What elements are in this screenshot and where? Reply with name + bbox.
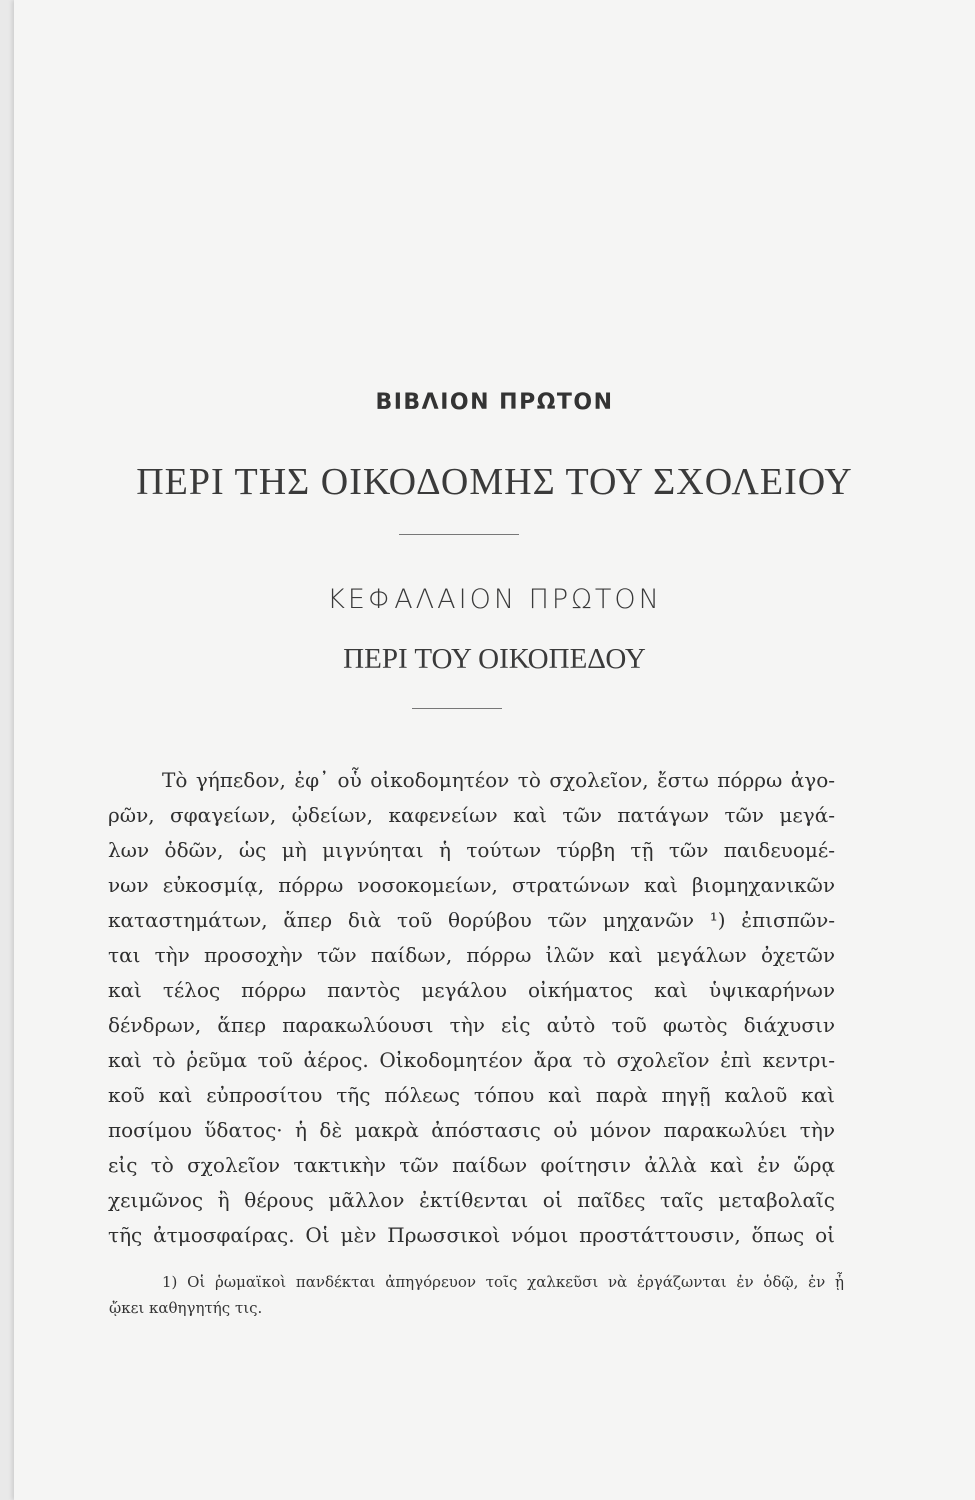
chapter-title: ΚΕΦΑΛΑΙΟΝ ΠΡΩΤΟΝ: [327, 584, 662, 615]
body-line: ποσίμου ὕδατος· ἡ δὲ μακρὰ ἀπόστασις οὐ μόνον παρακωλύει τὴν: [108, 1118, 835, 1142]
footnote-line: ᾤκει καθηγητής τις.: [109, 1299, 263, 1317]
footnote-line: 1) Οἱ ῥωμαϊκοὶ πανδέκται ἀπηγόρευον τοῖς χαλκεῦσι νὰ ἐργάζωνται ἐν ὁδῷ, ἐν ᾗ: [162, 1273, 844, 1291]
section-title: ΠΕΡΙ ΤΟΥ ΟΙΚΟΠΕΔΟΥ: [343, 643, 646, 675]
body-line: ται τὴν προσοχὴν τῶν παίδων, πόρρω ἰλῶν καὶ μεγάλων ὀχετῶν: [108, 943, 835, 967]
body-line: Τὸ γήπεδον, ἐφ᾽ οὗ οἰκοδομητέον τὸ σχολεῖον, ἔστω πόρρω ἀγο-: [162, 768, 835, 792]
body-line: χειμῶνος ἢ θέρους μᾶλλον ἐκτίθενται οἱ παῖδες ταῖς μεταβολαῖς: [108, 1188, 835, 1212]
body-line: ρῶν, σφαγείων, ᾠδείων, καφενείων καὶ τῶν πατάγων τῶν μεγά-: [108, 803, 835, 827]
title-divider: [399, 534, 519, 535]
body-line: λων ὁδῶν, ὡς μὴ μιγνύηται ἡ τούτων τύρβη τῇ τῶν παιδευομέ-: [108, 838, 835, 862]
body-line: καὶ τὸ ῥεῦμα τοῦ ἀέρος. Οἰκοδομητέον ἄρα τὸ σχολεῖον ἐπὶ κεντρι-: [108, 1048, 835, 1072]
body-line: τῆς ἀτμοσφαίρας. Οἱ μὲν Πρωσσικοὶ νόμοι προστάττουσιν, ὅπως οἱ: [108, 1223, 835, 1247]
book-title: ΒΙΒΛΙΟΝ ΠΡΩΤΟΝ: [375, 390, 614, 415]
body-line: δένδρων, ἅπερ παρακωλύουσι τὴν εἰς αὐτὸ τοῦ φωτὸς διάχυσιν: [108, 1013, 835, 1037]
book-page: [14, 0, 975, 1500]
body-line: κοῦ καὶ εὐπροσίτου τῆς πόλεως τόπου καὶ παρὰ πηγῇ καλοῦ καὶ: [108, 1083, 835, 1107]
body-line: εἰς τὸ σχολεῖον τακτικὴν τῶν παίδων φοίτησιν ἀλλὰ καὶ ἐν ὥρᾳ: [108, 1153, 835, 1177]
main-title: ΠΕΡΙ ΤΗΣ ΟΙΚΟΔΟΜΗΣ ΤΟΥ ΣΧΟΛΕΙΟΥ: [136, 461, 853, 503]
body-line: καταστημάτων, ἅπερ διὰ τοῦ θορύβου τῶν μηχανῶν ¹) ἐπισπῶν-: [108, 908, 835, 932]
section-divider: [412, 708, 502, 709]
body-line: καὶ τέλος πόρρω παντὸς μεγάλου οἰκήματος καὶ ὑψικαρήνων: [108, 978, 835, 1002]
body-line: νων εὐκοσμίᾳ, πόρρω νοσοκομείων, στρατώνων καὶ βιομηχανικῶν: [108, 873, 835, 897]
